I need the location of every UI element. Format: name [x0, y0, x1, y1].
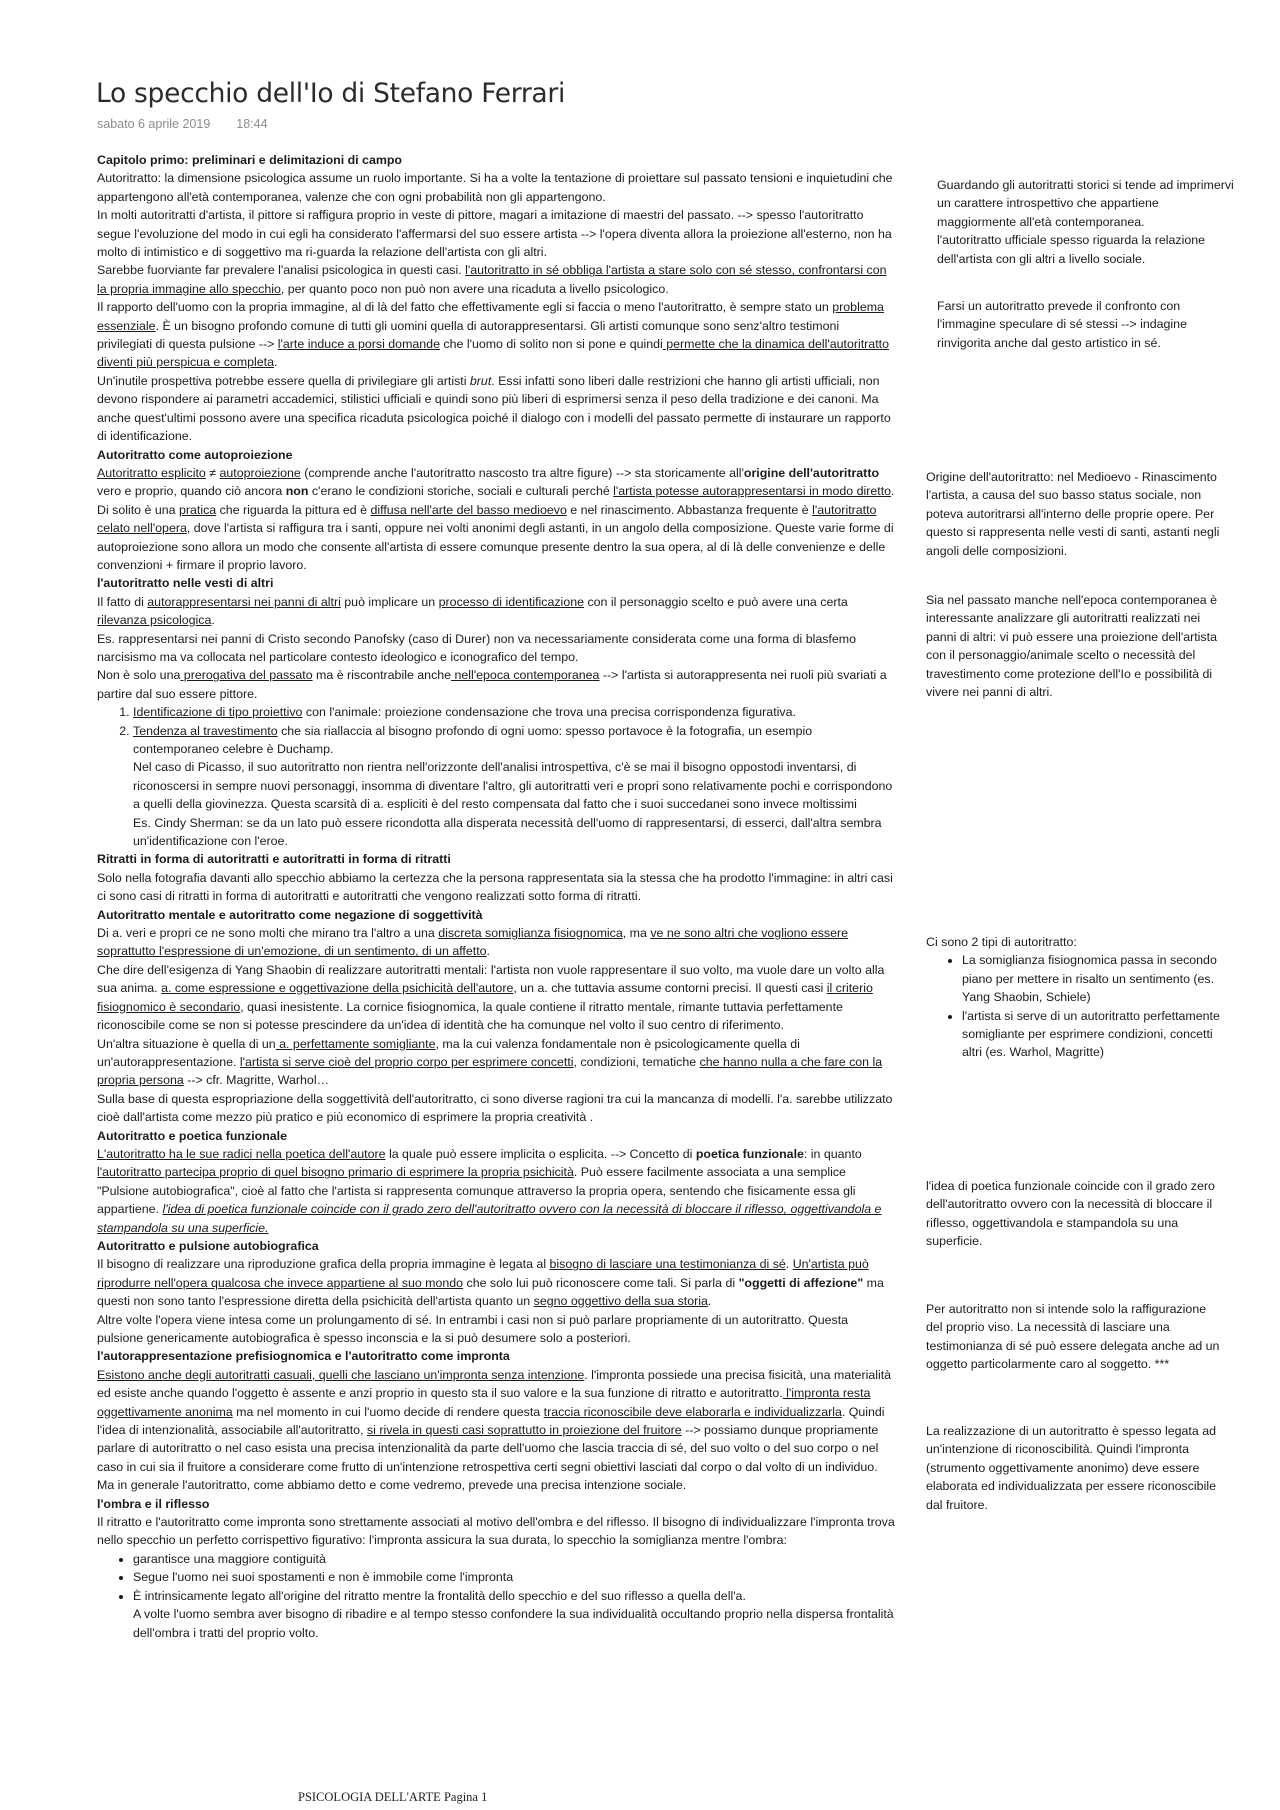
note-text: Sia nel passato manche nell'epoca contemporanea è interessante analizzare gli autoritratti realizzati nei panni di altri: vi può essere una proiezione dell'artista con il personaggio/animale scelto o necessità del travestimento come protezione dell'Io e possibilità di vivere nei panni di altri. — [926, 593, 1217, 700]
list-item: 1. Identificazione di tipo proiettivo con l'animale: proiezione condensazione che trova una precisa corrispondenza figurativa. — [133, 703, 897, 721]
note-text: l'autoritratto ufficiale spesso riguarda la relazione dell'artista con gli altri a livello sociale. — [937, 233, 1205, 266]
paragraph: Non è solo una prerogativa del passato ma è riscontrabile anche nell'epoca contemporanea --> l'artista si autorappresenta nei ruoli più svariati a partire dal suo essere pittore. — [97, 668, 887, 701]
list-item: 2. Tendenza al travestimento che sia riallaccia al bisogno profondo di ogni uomo: spesso portavoce è la fotografia, un esempio contemporaneo celebre è Duchamp. Nel caso di Picasso, il suo autoritratto non rientra nell'orizzonte dell'analisi introspettiva, c'è se mai il bisogno oppostodi inventarsi, di riconoscersi in sempre nuovi personaggi, insomma di diventare l'altro, gli autoritratti veri e propri sono relativamente pochi e corrispondono a quelli della giovinezza. Questa scarsità di a. espliciti è del resto compensata dal fatto che i suoi succedanei sono invece moltissimi Es. Cindy Sherman: se da un lato può essere ricondotta alla disperata necessità dell'uomo di rappresentarsi, di esserci, dall'altra sembra un'identificazione con l'eroe. — [133, 722, 897, 851]
note-text: l'idea di poetica funzionale coincide con il grado zero dell'autoritratto ovvero con la necessità di bloccare il riflesso, oggettivandola e stampandola su una superficie. — [926, 1179, 1215, 1249]
list-subparagraph: Es. Cindy Sherman: se da un lato può essere ricondotta alla disperata necessità dell'uomo di rappresentarsi, di esserci, dall'altra sembra un'identificazione con l'eroe. — [133, 815, 882, 849]
section-heading: Autoritratto come autoproiezione — [97, 447, 293, 462]
section-heading: Autoritratto e poetica funzionale — [97, 1128, 287, 1143]
paragraph: Un'inutile prospettiva potrebbe essere quella di privilegiare gli artisti brut. Essi infatti sono liberi dalle restrizioni che hanno gli artisti ufficiali, non devono rispondere ai parametri accademici, stilistici ufficiali e quindi sono più liberi di esprimersi senza il peso della tradizione e dei canoni. Ma anche quest'ultimi possono avere una specifica ricaduta psicologica poiché il dialogo con i modelli del passato permette di instaurare un rapporto di identificazione. — [97, 373, 891, 444]
note-list-item: • l'artista si serve di un autoritratto perfettamente somigliante per esprimere condizioni, concetti altri (es. Warhol, Magritte) — [962, 1007, 1226, 1062]
paragraph: L'autoritratto ha le sue radici nella poetica dell'autore la quale può essere implicita o esplicita. --> Concetto di poetica funzionale: in quanto l'autoritratto partecipa proprio di quel bisogno primario di esprimere la propria psichicità. Può essere facilmente associata a una semplice "Pulsione autobiografica", cioè al fatto che l'artista si rappresenta comunque attraverso la propria opera, sentendo che fisicamente essa gli appartiene. l'idea di poetica funzionale coincide con il grado zero dell'autoritratto ovvero con la necessità di bloccare il riflesso, oggettivandola e stampandola su una superficie. — [97, 1146, 882, 1235]
section-heading: l'autoritratto nelle vesti di altri — [97, 576, 274, 591]
margin-note — [926, 468, 1226, 560]
numbered-list — [97, 703, 897, 850]
section-heading: Ritratti in forma di autoritratti e autoritratti in forma di ritratti — [97, 852, 451, 867]
note-text: Origine dell'autoritratto: nel Medioevo - Rinascimento l'artista, a causa del suo basso status sociale, non poteva autoritrarsi all'interno delle proprie opere. Per questo si rappresenta nelle vesti di santi, astanti negli angoli delle composizioni. — [926, 470, 1220, 558]
bullet-list — [97, 1550, 897, 1642]
margin-note — [926, 1177, 1226, 1251]
paragraph: In molti autoritratti d'artista, il pittore si raffigura proprio in veste di pittore, magari a imitazione di maestri del passato. --> spesso l'autoritratto segue l'evoluzione del modo in cui egli ha considerato l'affermarsi del suo essere artista --> l'opera diventa allora la proiezione all'esterno, non ha molto di intimistico e di soggettivo ma ri-guarda la relazione dell'artista con gli altri. — [97, 208, 892, 260]
list-item: • Segue l'uomo nei suoi spostamenti e non è immobile come l'impronta — [133, 1568, 897, 1586]
margin-note — [926, 1422, 1226, 1514]
note-bullet-list — [926, 951, 1226, 1061]
margin-note — [937, 297, 1237, 352]
page-footer: PSICOLOGIA DELL'ARTE Pagina 1 — [298, 1790, 488, 1804]
paragraph: Un'altra situazione è quella di un a. perfettamente somigliante, ma la cui valenza fondamentale non è psicologicamente quella di un'autorappresentazione. l'artista si serve cioè del proprio corpo per esprimere concetti, condizioni, tematiche che hanno nulla a che fare con la propria persona --> cfr. Magritte, Warhol… — [97, 1036, 883, 1088]
paragraph: Sulla base di questa espropriazione della soggettività dell'autoritratto, ci sono diverse ragioni tra cui la mancanza di modelli. l'a. sarebbe utilizzato cioè dall'artista come mezzo più pratico e più economico di esprimere la propria creatività . — [97, 1091, 893, 1125]
margin-note — [937, 176, 1237, 268]
list-subparagraph: Nel caso di Picasso, il suo autoritratto non rientra nell'orizzonte dell'analisi introspettiva, c'è se mai il bisogno oppostodi inventarsi, di riconoscersi in sempre nuovi personaggi, insomma di diventare l'altro, gli autoritratti veri e propri sono relativamente pochi e corrispondono a quelli della giovinezza. Questa scarsità di a. espliciti è del resto compensata dal fatto che i suoi succedanei sono invece moltissimi — [133, 760, 893, 812]
margin-note — [926, 1300, 1226, 1374]
section-heading: Capitolo primo: preliminari e delimitazioni di campo — [97, 153, 402, 167]
note-text: Farsi un autoritratto prevede il confronto con l'immagine speculare di sé stessi --> indagine rinvigorita anche dal gesto artistico in sé. — [937, 299, 1187, 350]
main-text — [97, 151, 897, 1642]
section-heading: l'autorappresentazione prefisiognomica e l'autoritratto come impronta — [97, 1349, 510, 1364]
section-heading: l'ombra e il riflesso — [97, 1496, 210, 1511]
time-label: 18:44 — [236, 117, 268, 131]
paragraph: Autoritratto esplicito ≠ autoproiezione (comprende anche l'autoritratto nascosto tra altre figure) --> sta storicamente all'origine dell'autoritratto vero e proprio, quando ciò ancora non c'erano le condizioni storiche, sociali e culturali perché l'artista potesse autorappresentarsi in modo diretto. Di solito è una pratica che riguarda la pittura ed è diffusa nell'arte del basso medioevo e nel rinascimento. Abbastanza frequente è l'autoritratto celato nell'opera, dove l'artista si raffigura tra i santi, oppure nei volti anonimi degli astanti, in un angolo della composizione. Queste varie forme di autoproiezione sono allora un modo che consente all'artista di essere comunque presente dentro la sua opera, al di là delle convenienze e delle convenzioni + firmare il proprio lavoro. — [97, 465, 895, 572]
paragraph: Il ritratto e l'autoritratto come impronta sono strettamente associati al motivo dell'ombra e del riflesso. Il bisogno di individualizzare l'impronta trova nello specchio un perfetto corrispettivo figurativo: l'impronta assicura la sua durata, lo specchio la somiglianza mentre l'ombra: — [97, 1515, 895, 1548]
section-heading: Autoritratto e pulsione autobiografica — [97, 1238, 319, 1253]
note-text: Ci sono 2 tipi di autoritratto: — [926, 935, 1077, 949]
paragraph: Il fatto di autorappresentarsi nei panni di altri può implicare un processo di identificazione con il personaggio scelto e può avere una certa rilevanza psicologica. — [97, 594, 848, 628]
paragraph: Il bisogno di realizzare una riproduzione grafica della propria immagine è legata al bisogno di lasciare una testimonianza di sé. Un'artista può riprodurre nell'opera qualcosa che invece appartiene al suo mondo che solo lui può riconoscere come tali. Si parla di "oggetti di affezione" ma questi non sono tanto l'espressione diretta della psichicità dell'artista quanto un segno oggettivo della sua storia. — [97, 1257, 884, 1309]
paragraph: Che dire dell'esigenza di Yang Shaobin di realizzare autoritratti mentali: l'artista non vuole rappresentare il suo volto, ma vuole dare un volto alla sua anima. a. come espressione e oggettivazione della psichicità dell'autore, un a. che tuttavia assume contorni precisi. Il questi casi il criterio fisiognomico è secondario, quasi inesistente. La cornice fisiognomica, la quale contiene il ritratto mentale, rimante tuttavia perfettamente riconoscibile come se non si potesse prescindere da un'idea di identità che ha comunque nel volto il suo centro di riferimento. — [97, 962, 885, 1033]
paragraph: Altre volte l'opera viene intesa come un prolungamento di sé. In entrambi i casi non si può parlare propriamente di un autoritratto. Questa pulsione genericamente autobiografica è spesso inconscia e la si può desumere solo a posteriori. — [97, 1312, 849, 1345]
note-text: La realizzazione di un autoritratto è spesso legata ad un'intenzione di riconoscibilità. Quindi l'impronta (strumento oggettivamente anonimo) deve essere elaborata ed individualizzata per essere riconoscibile dal fruitore. — [926, 1424, 1216, 1512]
date-label: sabato 6 aprile 2019 — [97, 117, 211, 131]
margin-note — [926, 933, 1226, 1062]
note-text: Per autoritratto non si intende solo la raffigurazione del proprio viso. La necessità di lasciare una testimonianza di sé può essere delegata anche ad un oggetto particolarmente caro al soggetto. *** — [926, 1302, 1220, 1372]
paragraph: Sarebbe fuorviante far prevalere l'analisi psicologica in questi casi. l'autoritratto in sé obbliga l'artista a stare solo con sé stesso, confrontarsi con la propria immagine allo specchio, per quanto poco non può non avere una ricaduta a livello psicologico. — [97, 263, 887, 296]
margin-note — [926, 591, 1226, 701]
section-heading: Autoritratto mentale e autoritratto come negazione di soggettività — [97, 907, 483, 922]
list-item: • garantisce una maggiore contiguità — [133, 1550, 897, 1568]
paragraph: Autoritratto: la dimensione psicologica assume un ruolo importante. Si ha a volte la tentazione di proiettare sul passato tensioni e inquietudini che appartengono all'età contemporanea, valenze che con ogni probabilità non gli appartengono. — [97, 171, 893, 204]
note-list-item: • La somiglianza fisiognomica passa in secondo piano per mettere in risalto un sentimento (es. Yang Shaobin, Schiele) — [962, 951, 1226, 1006]
note-text: Guardando gli autoritratti storici si tende ad imprimervi un carattere introspettivo che appartiene maggiormente all'età contemporanea. — [937, 178, 1234, 229]
page-title: Lo specchio dell'Io di Stefano Ferrari — [96, 78, 566, 109]
paragraph: Di a. veri e propri ce ne sono molti che mirano tra l'altro a una discreta somiglianza fisiognomica, ma ve ne sono altri che vogliono essere soprattutto l'espressione di un'emozione, di un sentimento, di un affetto. — [97, 926, 849, 959]
page-meta — [97, 117, 268, 131]
paragraph: Es. rappresentarsi nei panni di Cristo secondo Panofsky (caso di Durer) non va necessariamente considerata come una forma di blasfemo narcisismo ma va collocata nel particolare contesto ideologico e iconografico del tempo. — [97, 631, 856, 664]
list-item: • È intrinsicamente legato all'origine del ritratto mentre la frontalità dello specchio e del suo riflesso a quella dell'a. A volte l'uomo sembra aver bisogno di ribadire e al tempo stesso confondere la sua individualità occultando proprio nella dispersa frontalità dell'ombra i tratti del proprio volto. — [133, 1587, 897, 1642]
paragraph: Solo nella fotografia davanti allo specchio abbiamo la certezza che la persona rappresentata sia la stessa che ha prodotto l'immagine: in altri casi ci sono casi di ritratti in forma di autoritratti e autoritratti che vengono realizzati sotto forma di ritratti. — [97, 870, 893, 904]
paragraph: Esistono anche degli autoritratti casuali, quelli che lasciano un'impronta senza intenzione. l'impronta possiede una precisa fisicità, una materialità ed esiste anche quando l'oggetto è assente e anzi proprio in questo sta il suo valore e la sua funzione di ritratto e autoritratto. l'impronta resta oggettivamente anonima ma nel momento in cui l'uomo decide di rendere questa traccia riconoscibile deve elaborarla e individualizzarla. Quindi l'idea di intenzionalità, associabile all'autoritratto, si rivela in questi casi soprattutto in proiezione del fruitore --> possiamo dunque propriamente parlare di autoritratto o nel caso esista una precisa intenzionalità da parte dell'uomo che lascia traccia di sé, del suo volto o del suo corpo o nel caso in cui sia il fruitore a considerare come frutto di un'intenzione retrospettiva certi segni obiettivi lasciati dal corpo o dal volto di un individuo. Ma in generale l'autoritratto, come abbiamo detto e come vedremo, prevede una precisa intenzione sociale. — [97, 1367, 892, 1493]
paragraph: Il rapporto dell'uomo con la propria immagine, al di là del fatto che effettivamente egli si faccia o meno l'autoritratto, è sempre stato un problema essenziale. È un bisogno profondo comune di tutti gli uomini quella di autorappresentarsi. Gli artisti comunque sono senz'altro testimoni privilegiati di questa pulsione --> l'arte induce a porsi domande che l'uomo di solito non si pone e quindi permette che la dinamica dell'autoritratto diventi più perspicua e completa. — [97, 300, 889, 370]
list-subparagraph: A volte l'uomo sembra aver bisogno di ribadire e al tempo stesso confondere la sua individualità occultando proprio nella dispersa frontalità dell'ombra i tratti del proprio volto. — [133, 1607, 894, 1640]
